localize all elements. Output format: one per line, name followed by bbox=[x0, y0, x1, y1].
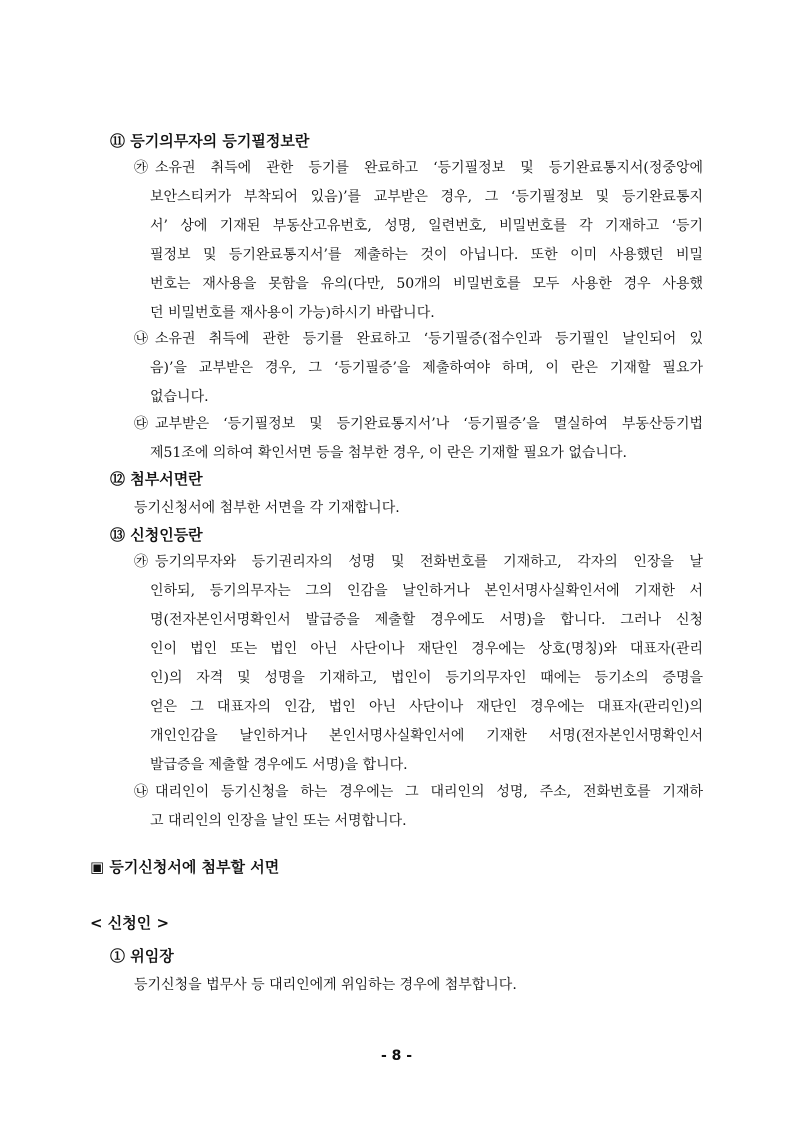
section-13-a-line: 발급증을 제출할 경우에도 서명)을 합니다. bbox=[150, 757, 408, 773]
section-11-c-marker: ㉰ bbox=[134, 416, 148, 432]
section-11-b-line: 음)’을 교부받은 경우, 그 ‘등기필증’을 제출하여야 하며, 이 란은 기재할 필요가 bbox=[150, 360, 703, 376]
section-11-a-line: 서’ 상에 기재된 부동산고유번호, 성명, 일련번호, 비밀번호를 각 기재하고 ‘등기 bbox=[150, 218, 703, 234]
section-13-a-line: 명(전자본인서명확인서 발급증을 제출할 경우에도 서명)을 합니다. 그러나 신청 bbox=[150, 612, 703, 628]
section-13-a-line: 얻은 그 대표자의 인감, 법인 아닌 사단이나 재단인 경우에는 대표자(관리인)의 bbox=[150, 699, 703, 715]
section-13-a-line: 인)의 자격 및 성명을 기재하고, 법인이 등기의무자인 때에는 등기소의 증명을 bbox=[150, 670, 703, 686]
section-13-a-line: 개인인감을 날인하거나 본인서명사실확인서에 기재한 서명(전자본인서명확인서 bbox=[150, 728, 703, 744]
section-13-b-marker: ㉯ bbox=[134, 784, 148, 800]
section-11-heading: ⑪ 등기의무자의 등기필정보란 bbox=[110, 132, 310, 150]
power-of-attorney-heading: ① 위임장 bbox=[110, 947, 174, 965]
section-11-a-line: 번호는 재사용을 못함을 유의(다만, 50개의 비밀번호를 모두 사용한 경우 사용했 bbox=[150, 276, 703, 292]
section-13-heading: ⑬ 신청인등란 bbox=[110, 526, 203, 544]
section-11-a-line: 던 비밀번호를 재사용이 가능)하시기 바랍니다. bbox=[150, 305, 435, 321]
section-11-b-line: 없습니다. bbox=[150, 389, 209, 405]
section-11-c-line: 제51조에 의하여 확인서면 등을 첨부한 경우, 이 란은 기재할 필요가 없습니다. bbox=[150, 445, 627, 461]
section-13-b-line: 대리인이 등기신청을 하는 경우에는 그 대리인의 성명, 주소, 전화번호를 기재하 bbox=[155, 784, 703, 800]
section-12-text: 등기신청서에 첨부한 서면을 각 기재합니다. bbox=[134, 500, 400, 516]
section-11-c-line: 교부받은 ‘등기필정보 및 등기완료통지서’나 ‘등기필증’을 멸실하여 부동산등기법 bbox=[155, 416, 703, 432]
applicant-subheading: < 신청인 > bbox=[90, 914, 170, 932]
section-13-a-line: 인하되, 등기의무자는 그의 인감을 날인하거나 본인서명사실확인서에 기재한 서 bbox=[150, 583, 703, 599]
section-13-b-line: 고 대리인의 인장을 날인 또는 서명합니다. bbox=[150, 813, 407, 829]
page-number: - 8 - bbox=[380, 1048, 413, 1064]
section-11-a-line: 필정보 및 등기완료통지서’를 제출하는 것이 아닙니다. 또한 이미 사용했던 비밀 bbox=[150, 247, 703, 263]
section-11-a-line: 소유권 취득에 관한 등기를 완료하고 ‘등기필정보 및 등기완료통지서(정중앙에 bbox=[155, 160, 703, 176]
section-13-a-line: 인이 법인 또는 법인 아닌 사단이나 재단인 경우에는 상호(명칭)와 대표자(관리 bbox=[150, 641, 703, 657]
power-of-attorney-text: 등기신청을 법무사 등 대리인에게 위임하는 경우에 첨부합니다. bbox=[134, 977, 517, 993]
section-11-b-line: 소유권 취득에 관한 등기를 완료하고 ‘등기필증(접수인과 등기필인 날인되어 있 bbox=[155, 331, 703, 347]
section-11-b-marker: ㉯ bbox=[134, 331, 148, 347]
attachments-heading: ▣ 등기신청서에 첨부할 서면 bbox=[90, 858, 280, 876]
section-11-a-line: 보안스티커가 부착되어 있음)’를 교부받은 경우, 그 ‘등기필정보 및 등기완료통지 bbox=[150, 189, 703, 205]
section-12-heading: ⑫ 첨부서면란 bbox=[110, 470, 203, 488]
section-13-a-line: 등기의무자와 등기권리자의 성명 및 전화번호를 기재하고, 각자의 인장을 날 bbox=[155, 554, 703, 570]
section-11-a-marker: ㉮ bbox=[134, 160, 148, 176]
section-13-a-marker: ㉮ bbox=[134, 554, 148, 570]
